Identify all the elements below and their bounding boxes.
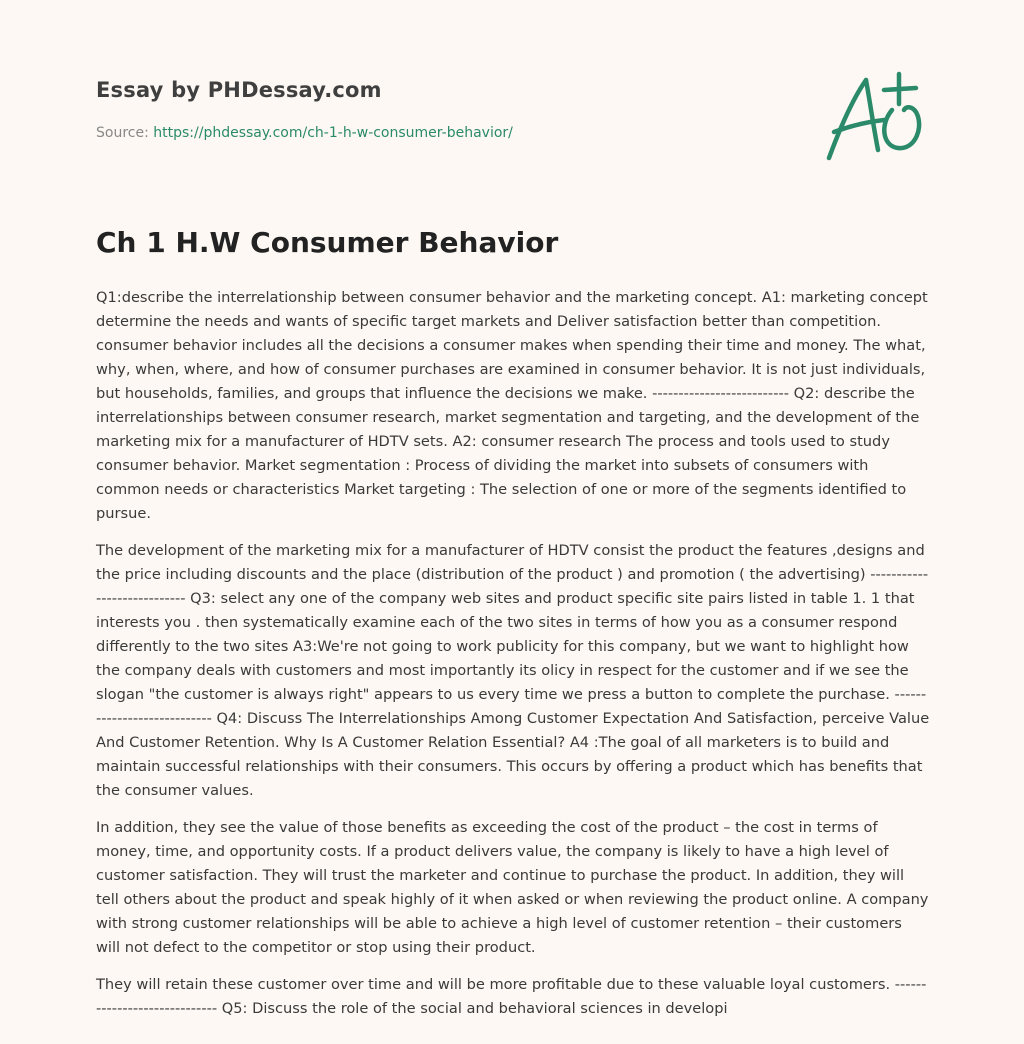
essay-title: Ch 1 H.W Consumer Behavior (96, 226, 559, 259)
essay-body (96, 286, 930, 1034)
source-label: Source: (96, 125, 154, 141)
source-line (96, 125, 513, 141)
essay-paragraph: They will retain these customer over time and will be more profitable due to these valuable loyal customers. ----------------------------- Q5: Discuss the role of the social and behavioral sciences in developi (96, 976, 927, 1017)
a-plus-grade-icon (820, 66, 930, 166)
site-brand: Essay by PHDessay.com (96, 78, 382, 102)
essay-paragraph: In addition, they see the value of those benefits as exceeding the cost of the product – the cost in terms of money, time, and opportunity costs. If a product delivers value, the company is likely to have a high level of customer satisfaction. They will trust the marketer and continue to purchase the product. In addition, they will tell others about the product and speak highly of it when asked or when reviewing the product online. A company with strong customer relationships will be able to achieve a high level of customer retention – their customers will not defect to the competitor or stop using their product. (96, 819, 929, 956)
essay-paragraph: Q1:describe the interrelationship between consumer behavior and the marketing concept. A1: marketing concept determine the needs and wants of specific target markets and Deliver satisfaction better than competition. consumer behavior includes all the decisions a consumer makes when spending their time and money. The what, why, when, where, and how of consumer purchases are examined in consumer behavior. It is not just individuals, but households, families, and groups that influence the decisions we make. -------------------------- Q2: describe the interrelationships between consumer research, market segmentation and targeting, and the development of the marketing mix for a manufacturer of HDTV sets. A2: consumer research The process and tools used to study consumer behavior. Market segmentation : Process of dividing the market into subsets of consumers with common needs or characteristics Market targeting : The selection of one or more of the segments identified to pursue. (96, 289, 928, 522)
source-link[interactable]: https://phdessay.com/ch-1-h-w-consumer-behavior/ (153, 125, 513, 141)
essay-paragraph: The development of the marketing mix for a manufacturer of HDTV consist the product the features ,designs and the price including discounts and the place (distribution of the product ) and promotion ( the advertising) ---------------------------- Q3: select any one of the company web sites and product specific site pairs listed in table 1. 1 that interests you . then systematically examine each of the two sites in terms of how you as a consumer respond differently to the two sites A3:We're not going to work publicity for this company, but we want to highlight how the company deals with customers and most importantly its olicy in respect for the customer and if we see the slogan "the customer is always right" appears to us every time we press a button to complete the purchase. ---------------------------- Q4: Discuss The Interrelationships Among Customer Expectation And Satisfaction, perceive Value And Customer Retention. Why Is A Customer Relation Essential? A4 :The goal of all marketers is to build and maintain successful relationships with their consumers. This occurs by offering a product which has benefits that the consumer values. (96, 542, 930, 799)
